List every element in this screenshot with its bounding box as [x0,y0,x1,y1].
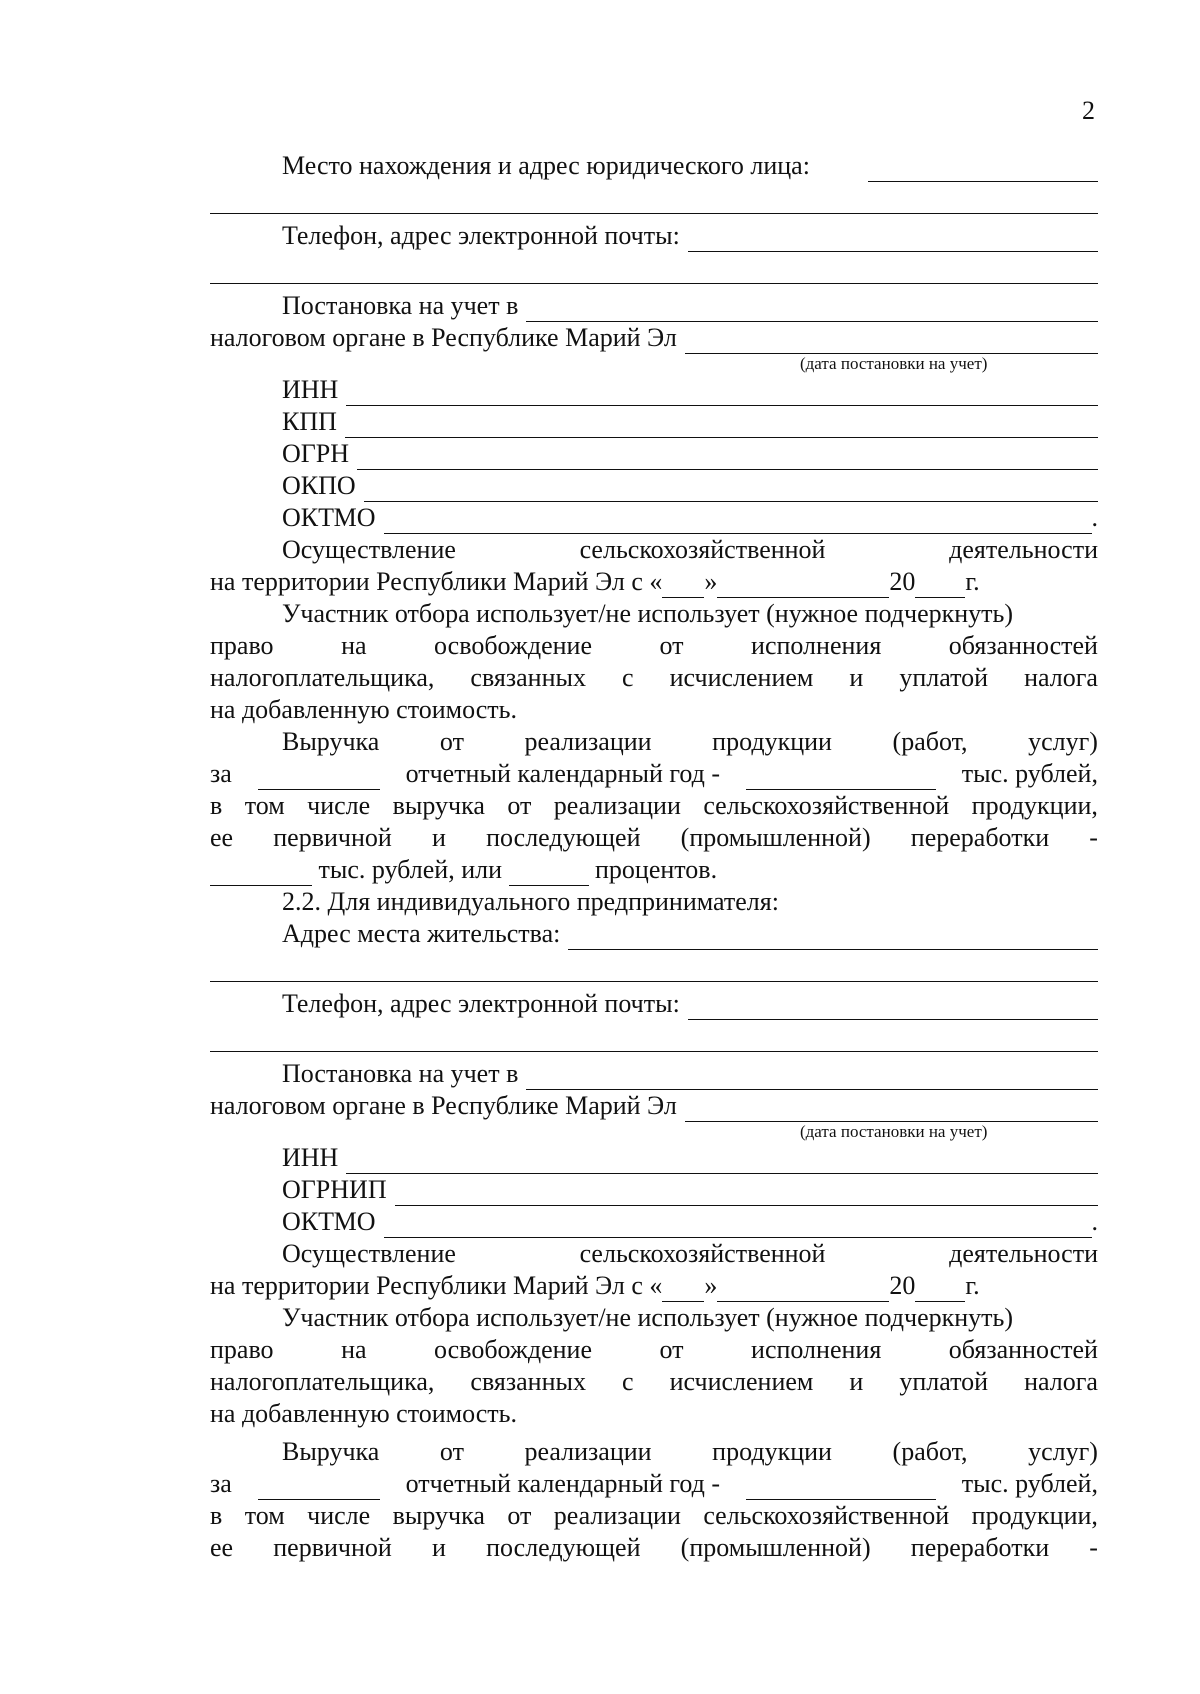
le-revenue-word: продукции [712,727,832,756]
ip-phone-field[interactable] [688,995,1098,1020]
ip-activity-text: г. [965,1271,980,1300]
le-location-label: Место нахождения и адрес юридического лица: [282,151,810,180]
ip-vat-word: налогоплательщика, [210,1367,435,1396]
ip-revenue-word: от [507,1501,532,1530]
ip-activity-word: деятельности [949,1239,1098,1268]
ip-vat-word: налога [1024,1367,1098,1396]
le-vat-word: право [210,631,274,660]
le-vat-word: связанных [470,663,586,692]
ip-vat-word: с [622,1367,634,1396]
le-activity-word: деятельности [949,535,1098,564]
form-body [210,150,1098,1564]
le-revenue-word: выручка [392,791,485,820]
le-revenue-text: тыс. рублей, или [318,855,502,884]
le-inn-field[interactable] [346,381,1098,406]
ip-vat-line-2 [210,1334,1098,1366]
ip-ogrnip-field[interactable] [395,1181,1098,1206]
ip-revenue-line-2 [210,1468,1098,1500]
ip-vat-text: на добавленную стоимость. [210,1399,517,1428]
le-vat-word: обязанностей [948,631,1098,660]
le-code-label: КПП [282,407,337,436]
le-revenue-word: услуг) [1028,727,1098,756]
le-location-field-2[interactable] [210,182,1098,214]
le-activity-text: 20 [889,567,916,596]
ip-address-line [210,918,1098,950]
le-vat-word: и [849,663,864,692]
ip-phone-line [210,988,1098,1020]
ip-revenue-word: переработки [910,1533,1050,1562]
ip-vat-word: уплатой [899,1367,989,1396]
ip-revenue-word: от [439,1437,464,1466]
ip-revenue-word: реализации [524,1437,652,1466]
ip-reg-caption: (дата постановки на учет) [800,1122,988,1141]
le-vat-word: исчислением [669,663,814,692]
le-revenue-word: реализации [524,727,652,756]
ip-revenue-word: услуг) [1028,1437,1098,1466]
ip-activity-line-2 [210,1270,1098,1302]
le-revenue-word: числе [307,791,371,820]
ip-revenue-word: числе [307,1501,371,1530]
ip-activity-line-1 [210,1238,1098,1270]
ip-address-label: Адрес места жительства: [282,919,561,948]
ip-revenue-word: сельскохозяйственной [703,1501,950,1530]
le-phone-field-2[interactable] [210,252,1098,284]
ip-revenue-line-1 [210,1436,1098,1468]
ip-vat-text: Участник отбора использует/не использует (нужное подчеркнуть) [282,1303,1014,1332]
ip-oktmo-field[interactable] [384,1213,1092,1238]
le-reg-line-1 [210,290,1098,322]
ip-code-row [210,1142,1098,1174]
ip-revenue-word: Выручка [282,1437,380,1466]
ip-vat-word: связанных [470,1367,586,1396]
ip-vat-word: обязанностей [948,1335,1098,1364]
ip-vat-word: от [659,1335,684,1364]
le-reg-label-1: Постановка на учет в [282,291,519,320]
ip-revenue-text: отчетный календарный год - [405,1469,721,1498]
le-phone-label: Телефон, адрес электронной почты: [282,221,680,250]
le-code-label: ОКТМО [282,503,376,532]
le-reg-label-2: налоговом органе в Республике Марий Эл [210,323,677,352]
le-period: . [1091,503,1098,532]
ip-address-field[interactable] [568,925,1098,950]
le-vat-line-2 [210,630,1098,662]
ip-revenue-word: ее [210,1533,234,1562]
le-revenue-word: (промышленной) [680,823,871,852]
le-activity-month-field[interactable] [717,573,889,598]
ip-revenue-line-3 [210,1500,1098,1532]
le-code-row [210,406,1098,438]
ip-revenue-text: за [210,1469,232,1498]
ip-reg-label-2: налоговом органе в Республике Марий Эл [210,1091,677,1120]
ip-revenue-word: (работ, [892,1437,968,1466]
ip-activity-month-field[interactable] [717,1277,889,1302]
le-oktmo-field[interactable] [384,509,1092,534]
ip-vat-word: и [849,1367,864,1396]
ip-reg-date-field[interactable] [685,1097,1098,1122]
le-vat-word: уплатой [899,663,989,692]
ip-tax-authority-field[interactable] [526,1065,1098,1090]
le-vat-word: налогоплательщика, [210,663,435,692]
ip-revenue-word: продукции [712,1437,832,1466]
ip-vat-word: право [210,1335,274,1364]
le-vat-word: исполнения [751,631,882,660]
le-revenue-text: тыс. рублей, [961,759,1098,788]
le-revenue-word: в [210,791,223,820]
le-activity-year-field[interactable] [915,573,965,598]
ip-activity-text: » [704,1271,718,1300]
le-kpp-field[interactable] [345,413,1098,438]
le-activity-word: сельскохозяйственной [579,535,826,564]
ip-revenue-word: первичной [273,1533,392,1562]
le-revenue-word: от [507,791,532,820]
le-code-row [210,374,1098,406]
ip-revenue-word: и [432,1533,446,1562]
le-location-field[interactable] [868,157,1098,182]
le-okpo-field[interactable] [364,477,1098,502]
ip-revenue-word: том [244,1501,285,1530]
le-vat-line-4 [210,694,1098,726]
ip-revenue-word: выручка [392,1501,485,1530]
ip-phone-label: Телефон, адрес электронной почты: [282,989,680,1018]
le-revenue-text: за [210,759,232,788]
le-activity-line-2 [210,566,1098,598]
ip-vat-line-1 [210,1302,1098,1334]
ip-activity-word: Осуществление [282,1239,456,1268]
le-revenue-line-5 [210,854,1098,886]
ip-revenue-word: - [1089,1533,1098,1562]
ip-revenue-line-4 [210,1532,1098,1564]
le-vat-word: налога [1024,663,1098,692]
ip-vat-line-3 [210,1366,1098,1398]
le-vat-word: на [341,631,367,660]
le-revenue-word: переработки [910,823,1050,852]
ip-activity-text: на территории Республики Марий Эл с « [210,1271,663,1300]
ip-activity-word: сельскохозяйственной [579,1239,826,1268]
ip-reg-label-1: Постановка на учет в [282,1059,519,1088]
page-number: 2 [1082,96,1095,125]
ip-vat-word: на [341,1335,367,1364]
ip-code-row [210,1174,1098,1206]
ip-period: . [1091,1207,1098,1236]
le-revenue-word: ее [210,823,234,852]
ip-vat-word: освобождение [434,1335,592,1364]
ip-vat-line-4 [210,1398,1098,1430]
le-vat-text: на добавленную стоимость. [210,695,517,724]
ip-activity-text: 20 [889,1271,916,1300]
ip-reg-line-1 [210,1058,1098,1090]
le-revenue-word: (работ, [892,727,968,756]
le-revenue-text: отчетный календарный год - [405,759,721,788]
le-activity-day-field[interactable] [662,573,704,598]
le-phone-line [210,220,1098,252]
le-vat-line-3 [210,662,1098,694]
le-vat-word: от [659,631,684,660]
ip-reg-line-2 [210,1090,1098,1122]
le-revenue-amount-field[interactable] [746,765,936,790]
le-reg-caption: (дата постановки на учет) [800,354,988,373]
le-reg-date-field[interactable] [685,329,1098,354]
le-revenue-word: Выручка [282,727,380,756]
le-revenue-line-2 [210,758,1098,790]
ip-activity-day-field[interactable] [662,1277,704,1302]
ip-phone-field-2[interactable] [210,1020,1098,1052]
le-activity-text: г. [965,567,980,596]
le-revenue-word: от [439,727,464,756]
le-revenue-word: первичной [273,823,392,852]
ip-revenue-word: реализации [553,1501,681,1530]
ip-revenue-text: тыс. рублей, [961,1469,1098,1498]
ip-heading-text: 2.2. Для индивидуального предпринимателя: [282,887,779,916]
ip-revenue-word: в [210,1501,223,1530]
ip-revenue-amount-field[interactable] [746,1475,936,1500]
le-revenue-word: том [244,791,285,820]
le-vat-text: Участник отбора использует/не использует (нужное подчеркнуть) [282,599,1014,628]
le-activity-word: Осуществление [282,535,456,564]
le-revenue-percent-field[interactable] [509,861,589,886]
le-code-label: ИНН [282,375,339,404]
ip-revenue-word: продукции, [971,1501,1098,1530]
le-revenue-word: сельскохозяйственной [703,791,950,820]
le-location-line [210,150,1098,182]
ip-code-row [210,1206,1098,1238]
le-vat-word: освобождение [434,631,592,660]
ip-code-label: ОКТМО [282,1207,376,1236]
ip-heading [210,886,1098,918]
le-reg-line-2 [210,322,1098,354]
le-revenue-word: и [432,823,446,852]
le-revenue-line-3 [210,790,1098,822]
le-code-label: ОКПО [282,471,356,500]
le-revenue-year-field[interactable] [258,765,380,790]
le-revenue-word: последующей [486,823,641,852]
le-code-row [210,438,1098,470]
ip-revenue-year-field[interactable] [258,1475,380,1500]
le-code-label: ОГРН [282,439,350,468]
le-phone-field[interactable] [688,227,1098,252]
ip-activity-year-field[interactable] [915,1277,965,1302]
le-ogrn-field[interactable] [357,445,1098,470]
le-code-row [210,502,1098,534]
le-tax-authority-field[interactable] [526,297,1098,322]
le-revenue-word: продукции, [971,791,1098,820]
ip-inn-field[interactable] [346,1149,1098,1174]
le-revenue-word: реализации [553,791,681,820]
ip-revenue-word: (промышленной) [680,1533,871,1562]
le-activity-text: » [704,567,718,596]
ip-address-field-2[interactable] [210,950,1098,982]
ip-vat-word: исполнения [751,1335,882,1364]
le-revenue-word: - [1089,823,1098,852]
ip-revenue-word: последующей [486,1533,641,1562]
le-revenue-text: процентов. [595,855,718,884]
ip-code-label: ИНН [282,1143,339,1172]
le-activity-text: на территории Республики Марий Эл с « [210,567,663,596]
le-vat-word: с [622,663,634,692]
le-revenue-agri-amount-field[interactable] [210,861,312,886]
le-vat-line-1 [210,598,1098,630]
le-revenue-line-1 [210,726,1098,758]
le-activity-line-1 [210,534,1098,566]
le-code-row [210,470,1098,502]
ip-code-label: ОГРНИП [282,1175,387,1204]
le-revenue-line-4 [210,822,1098,854]
ip-vat-word: исчислением [669,1367,814,1396]
